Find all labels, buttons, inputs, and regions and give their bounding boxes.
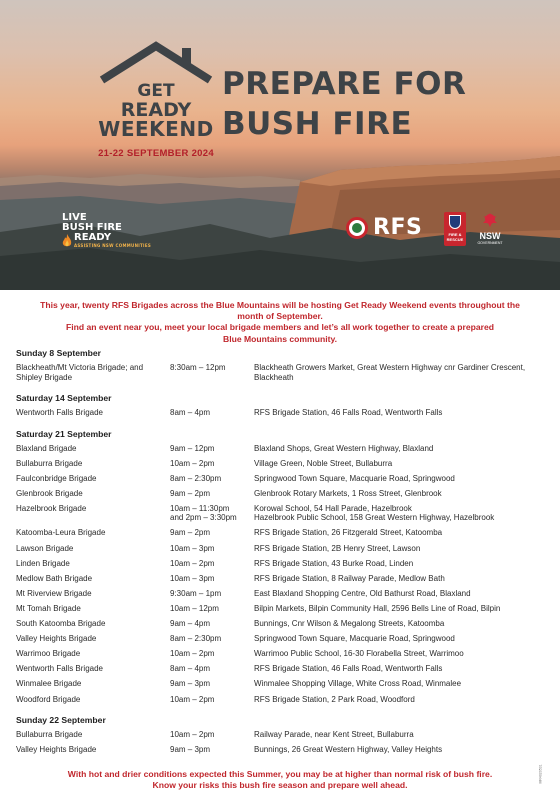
rfs-logo-text: RFS <box>373 215 423 240</box>
footer-warning <box>24 769 536 791</box>
event-row <box>16 679 546 689</box>
event-brigade: Bullaburra Brigade <box>16 730 83 739</box>
event-brigade: Valley Heights Brigade <box>16 745 97 755</box>
schedule-day <box>16 392 546 418</box>
event-location: Springwood Town Square, Macquarie Road, Springwood <box>254 473 455 483</box>
flame-icon <box>62 234 72 248</box>
event-location: RFS Brigade Station, 46 Falls Road, Wentworth Falls <box>254 408 443 417</box>
event-brigade: Wentworth Falls Brigade <box>16 408 103 417</box>
event-time: 9am – 3pm <box>170 679 211 689</box>
live-bush-fire-ready-logo <box>62 213 152 249</box>
event-brigade: Winmalee Brigade <box>16 679 82 689</box>
event-row <box>16 459 546 469</box>
event-location: Glenbrook Rotary Markets, 1 Ross Street, Glenbrook <box>254 488 442 498</box>
event-time: 9am – 3pm <box>170 745 211 755</box>
event-location: Korowal School, 54 Hall Parade, Hazelbrook Hazelbrook Public School, 158 Great Western Highway, Hazelbrook <box>254 503 495 523</box>
event-time: 9am – 2pm <box>170 528 211 538</box>
lbf-line-ready: READY <box>74 232 112 243</box>
day-heading: Sunday 8 September <box>16 348 102 358</box>
lbf-line-live: LIVE <box>62 212 87 223</box>
logo-line-ready: READY <box>120 99 192 121</box>
event-brigade: Bullaburra Brigade <box>16 458 83 468</box>
event-brigade: Medlow Bath Brigade <box>16 573 93 583</box>
footer-line-1: With hot and drier conditions expected this Summer, you may be at higher than normal risk of bush fire. <box>67 769 493 779</box>
headline <box>222 64 542 144</box>
event-time: 10am – 2pm <box>170 730 215 739</box>
event-brigade: Mt Tomah Brigade <box>16 603 81 613</box>
event-time: 10am – 2pm <box>170 458 215 468</box>
fire-rescue-crest-icon <box>449 215 461 229</box>
schedule-day <box>16 428 546 705</box>
event-schedule <box>16 347 546 765</box>
event-row <box>16 604 546 614</box>
event-location: RFS Brigade Station, 43 Burke Road, Linden <box>254 558 414 568</box>
day-heading: Saturday 21 September <box>16 428 112 439</box>
event-location: Winmalee Shopping Village, White Cross Road, Winmalee <box>254 679 462 689</box>
event-time: 10am – 12pm <box>170 603 219 613</box>
logo-line-get: GET <box>137 81 175 101</box>
event-brigade: Hazelbrook Brigade <box>16 503 87 513</box>
event-location: RFS Brigade Station, 2B Henry Street, Lawson <box>254 543 421 553</box>
event-row <box>16 504 546 523</box>
event-row <box>16 589 546 599</box>
waratah-icon <box>481 212 499 230</box>
lbf-tagline: ASSISTING NSW COMMUNITIES <box>74 243 152 248</box>
event-brigade: Wentworth Falls Brigade <box>16 664 103 674</box>
intro-line-1: This year, twenty RFS Brigades across the Blue Mountains will be hosting Get Ready Weekend events throughout the <box>40 300 520 310</box>
event-location: Bunnings, 26 Great Western Highway, Valley Heights <box>254 745 443 755</box>
event-location: Blackheath Growers Market, Great Western Highway cnr Gardiner Crescent, Blackheath <box>254 363 526 382</box>
event-time: 9:30am – 1pm <box>170 588 222 598</box>
event-time: 8am – 4pm <box>170 664 211 674</box>
event-time: 10am – 2pm <box>170 558 215 568</box>
event-brigade: Warrimoo Brigade <box>16 649 81 659</box>
footer-line-2: Know your risks this bush fire season and prepare well ahead. <box>152 780 408 791</box>
event-row <box>16 408 546 418</box>
event-row <box>16 574 546 584</box>
hero-banner <box>0 0 560 290</box>
intro-line-2: month of September. <box>237 311 323 322</box>
event-brigade: Mt Riverview Brigade <box>16 588 92 598</box>
event-time: 10am – 2pm <box>170 649 215 659</box>
event-time: 8am – 2:30pm <box>170 634 222 644</box>
intro-line-3: Find an event near you, meet your local brigade members and let’s all work together to create a prepared <box>65 322 495 333</box>
event-location: Bunnings, Cnr Wilson & Megalong Streets, Katoomba <box>254 619 445 629</box>
event-dates: 21-22 SEPTEMBER 2024 <box>98 148 214 159</box>
print-code-text: MR4020531 <box>538 764 543 784</box>
event-row <box>16 649 546 659</box>
intro-line-4: Blue Mountains community. <box>223 333 337 344</box>
event-row <box>16 559 546 569</box>
nsw-logo-subtext: GOVERNMENT <box>477 241 503 245</box>
event-brigade: Blaxland Brigade <box>16 443 77 453</box>
event-row <box>16 474 546 484</box>
event-brigade: Lawson Brigade <box>16 543 74 553</box>
event-row <box>16 444 546 454</box>
rfs-emblem-icon <box>346 217 368 239</box>
get-ready-weekend-logo <box>86 82 226 139</box>
event-row <box>16 664 546 674</box>
event-location: RFS Brigade Station, 46 Falls Road, Wentworth Falls <box>254 664 443 674</box>
day-heading: Saturday 14 September <box>16 393 112 403</box>
event-row <box>16 695 546 705</box>
fire-rescue-line-1: FIRE & <box>448 232 462 237</box>
event-row <box>16 544 546 554</box>
event-brigade: Katoomba-Leura Brigade <box>16 528 106 538</box>
day-heading: Sunday 22 September <box>16 715 106 725</box>
logo-line-weekend: WEEKEND <box>98 117 214 141</box>
event-time: 10am – 2pm <box>170 694 215 704</box>
event-brigade: Faulconbridge Brigade <box>16 473 97 483</box>
intro-text <box>24 300 536 345</box>
event-row <box>16 619 546 629</box>
event-location: RFS Brigade Station, 8 Railway Parade, Medlow Bath <box>254 573 445 583</box>
schedule-day <box>16 347 546 382</box>
event-location: Bilpin Markets, Bilpin Community Hall, 2596 Bells Line of Road, Bilpin <box>254 603 501 613</box>
event-time: 10am – 3pm <box>170 573 215 583</box>
event-brigade: Linden Brigade <box>16 558 70 568</box>
event-time: 9am – 4pm <box>170 619 211 629</box>
fire-rescue-logo <box>444 212 466 246</box>
fire-rescue-line-2: RESCUE <box>446 237 464 242</box>
print-code <box>538 760 551 794</box>
nsw-government-logo <box>473 212 507 246</box>
event-time: 10am – 3pm <box>170 543 215 553</box>
event-row <box>16 730 546 740</box>
event-time: 8am – 4pm <box>170 408 211 417</box>
event-location: Village Green, Noble Street, Bullaburra <box>254 458 393 468</box>
event-brigade: Blackheath/Mt Victoria Brigade; and Shipley Brigade <box>16 363 144 382</box>
event-row <box>16 363 546 382</box>
event-time: 10am – 11:30pm and 2pm – 3:30pm <box>170 503 237 523</box>
headline-line-2: BUSH FIRE <box>222 106 413 142</box>
event-time: 8am – 2:30pm <box>170 473 222 483</box>
event-row <box>16 634 546 644</box>
schedule-day <box>16 714 546 755</box>
lbf-line-bush-fire: BUSH FIRE <box>62 222 122 233</box>
event-location: Railway Parade, near Kent Street, Bullaburra <box>254 730 414 739</box>
event-location: Warrimoo Public School, 16-30 Florabella Street, Warrimoo <box>254 649 464 659</box>
event-location: East Blaxland Shopping Centre, Old Bathurst Road, Blaxland <box>254 588 471 598</box>
event-time: 9am – 12pm <box>170 443 215 453</box>
event-time: 9am – 2pm <box>170 488 211 498</box>
event-brigade: Woodford Brigade <box>16 694 81 704</box>
event-time: 8:30am – 12pm <box>170 363 226 372</box>
event-row <box>16 528 546 538</box>
nsw-logo-text: NSW <box>479 231 501 241</box>
event-brigade: South Katoomba Brigade <box>16 619 106 629</box>
event-location: Blaxland Shops, Great Western Highway, Blaxland <box>254 443 434 453</box>
event-brigade: Glenbrook Brigade <box>16 488 83 498</box>
headline-line-1: PREPARE FOR <box>222 66 467 102</box>
event-location: RFS Brigade Station, 2 Park Road, Woodford <box>254 694 415 704</box>
event-brigade: Valley Heights Brigade <box>16 634 97 644</box>
event-row <box>16 745 546 755</box>
event-location: Springwood Town Square, Macquarie Road, Springwood <box>254 634 455 644</box>
event-row <box>16 489 546 499</box>
event-location: RFS Brigade Station, 26 Fitzgerald Street, Katoomba <box>254 528 443 538</box>
